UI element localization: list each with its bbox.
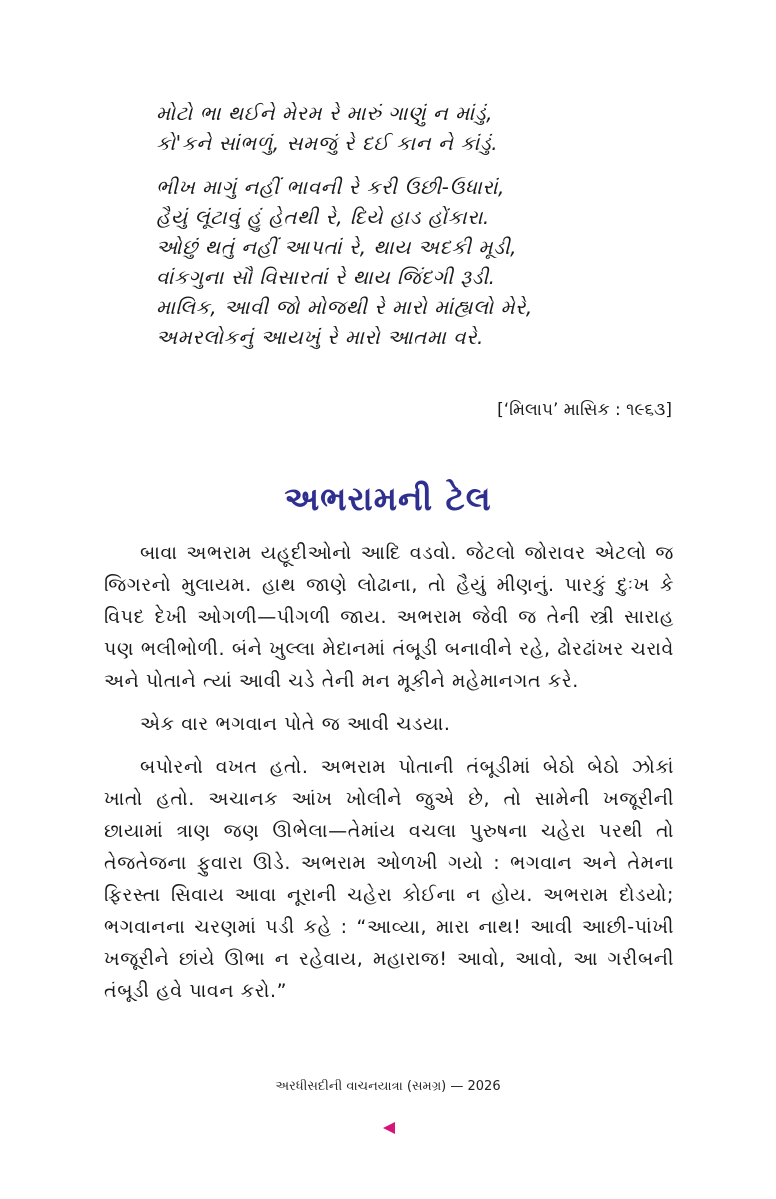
poem-line: વાંકગુના સૌ વિસારતાં રે થાય જિંદગી રૂડી. — [156, 265, 496, 289]
poem-line: મોટો ભા થઈને મેરમ રે મારું ગાણું ન માંડું, — [156, 101, 493, 125]
chapter-title: અભરામની ટેલ — [284, 479, 492, 518]
poem — [156, 98, 556, 352]
poem-stanza-2 — [156, 172, 556, 352]
poem-line: હૈયું લૂંટાવું હું હેતથી રે, દિયે હાડ હોંકારા. — [156, 205, 490, 229]
previous-page-arrow-icon[interactable] — [383, 1122, 395, 1134]
poem-line: અમરલોકનું આયખું રે મારો આતમા વરે. — [156, 325, 484, 349]
poem-stanza-1 — [156, 98, 556, 158]
poem-line: ભીખ માગું નહીં ભાવની રે કરી ઉછી-ઉધારાં, — [156, 175, 505, 199]
paragraph: બપોરનો વખત હતો. અભરામ પોતાની તંબૂડીમાં બેઠો બેઠો ઝોકાં ખાતો હતો. અચાનક આંખ ખોલીને જુએ છે, તો સામેની ખજૂરીની છાયામાં ત્રાણ જણ ઊભેલા—તેમાંય વચલા પુરુષના ચહેરા પરથી તો તેજતેજના ફુવારા ઊડે. અભરામ ઓળખી ગયો : ભગવાન અને તેમના ફિરસ્તા સિવાય આવા નૂરાની ચહેરા કોઈના ન હોય. અભરામ દોડયો; ભગવાનના ચરણમાં પડી કહે : “આવ્યા, મારા નાથ! આવી આછી-પાંખી ખજૂરીને છાંયે ઊભા ન રહેવાય, મહારાજ! આવો, આવો, આ ગરીબની તંબૂડી હવે પાવન કરો.” — [104, 756, 674, 1002]
poem-line: કો'કને સાંભળું, સમજું રે દઈ કાન ને કાંડું. — [156, 131, 499, 155]
paragraph: એક વાર ભગવાન પોતે જ આવી ચડયા. — [140, 713, 451, 735]
poem-citation: [‘મિલાપ’ માસિક : ૧૯૬૩] — [497, 400, 672, 420]
stanza-gap — [156, 158, 556, 172]
chapter-body — [104, 537, 674, 1018]
paragraph: બાવા અભરામ યહૂદીઓનો આદિ વડવો. જેટલો જોરાવર એટલો જ જિગરનો મુલાયમ. હાથ જાણે લોઢાના, તો હૈયું મીણનું. પારકું દુઃખ કે વિપદ દેખી ઓગળી—પીગળી જાય. અભરામ જેવી જ તેની સ્ત્રી સારાહ પણ ભલીભોળી. બંને ખુલ્લા મેદાનમાં તંબૂડી બનાવીને રહે, ઢોરઢાંખર ચરાવે અને પોતાને ત્યાં આવી ચડે તેની મન મૂકીને મહેમાનગત કરે. — [104, 542, 674, 692]
poem-line: માલિક, આવી જો મોજથી રે મારો માંહ્યલો મેરે, — [156, 295, 533, 319]
poem-line: ઓછું થતું નહીં આપતાં રે, થાય અદકી મૂડી, — [156, 235, 518, 259]
page-footer: અરધીસદીની વાચનયાત્રા (સમગ્ર) — 2026 — [275, 1079, 501, 1094]
